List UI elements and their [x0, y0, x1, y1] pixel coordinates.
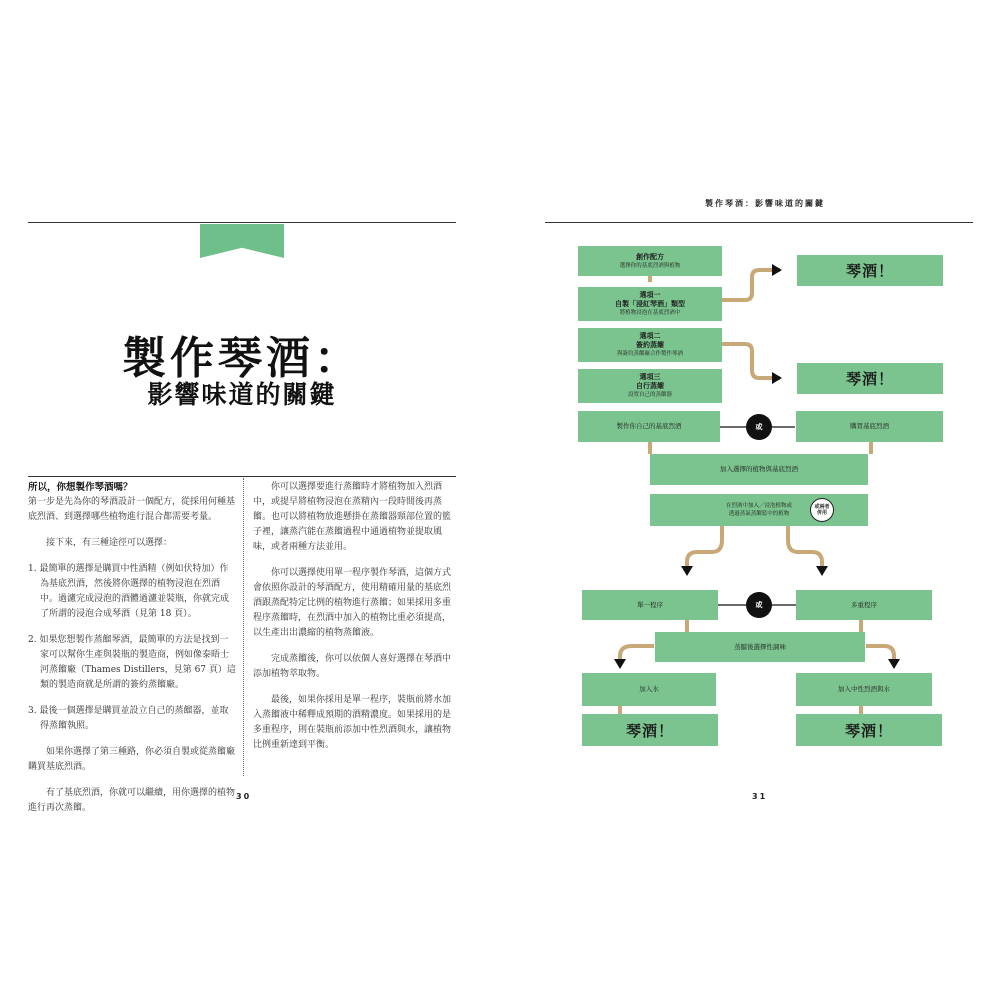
steep-line-1: 在烈酒中加入／浸泡植物或 — [725, 503, 792, 509]
route3-paragraph: 如果你選擇了第三種路，你必須自製或從蒸餾廠購買基底烈酒。 — [28, 747, 236, 772]
route3-box — [578, 369, 722, 403]
both-badge-line-1: 或兩者 — [814, 504, 830, 510]
route3-title: 選項三 — [639, 373, 661, 381]
next-step-paragraph: 有了基底烈酒，你就可以繼續，用你選擇的植物進行再次蒸餾。 — [28, 788, 236, 813]
route3-sub: 設置自己的蒸餾器 — [627, 392, 672, 398]
recipe-box — [578, 246, 722, 276]
single-shot-label: 單一程序 — [637, 600, 663, 609]
single-shot-box — [582, 590, 718, 620]
page-subtitle: 影響味道的關鍵 — [147, 380, 337, 409]
section-heading: 所以，你想製作琴酒嗎？ — [28, 482, 133, 493]
make-base-label: 製作你自己的基底烈酒 — [616, 422, 682, 430]
gin-result-1: 琴酒！ — [797, 255, 943, 286]
gin-result-4: 琴酒！ — [796, 714, 942, 746]
lead-paragraph: 接下來，有三種途徑可以選擇： — [46, 538, 173, 548]
route2-box — [578, 328, 722, 362]
running-header: 製作琴酒：影響味道的關鍵 — [705, 199, 825, 208]
list-item-2: 2. 如果您想製作蒸餾琴酒，最簡單的方法是找到一家可以幫你生產與裝瓶的製造商，例如像泰晤士河蒸餾廠（Thames Distillers，見第 67 頁）這類的製造商就是所謂的簽約蒸餾廠。 — [28, 635, 236, 690]
recipe-title: 創作配方 — [636, 252, 664, 261]
add-botanicals-box — [650, 454, 868, 485]
buy-base-label: 購買基底烈酒 — [850, 422, 889, 430]
add-water-box — [582, 673, 716, 706]
route1-title2: 自製「浸紅琴酒」類型 — [615, 300, 685, 308]
add-botanicals-label: 加入選擇的植物與基底烈酒 — [720, 465, 798, 473]
gin-result-3: 琴酒！ — [582, 714, 718, 746]
page-title: 製作琴酒： — [122, 333, 362, 384]
intro-paragraph: 第一步是先為你的琴酒設計一個配方，從採用何種基底烈酒、到選擇哪些植物進行混合都需要考量。 — [28, 497, 236, 522]
gin-result-2: 琴酒！ — [797, 363, 943, 394]
list-item-3: 3. 最後一個選擇是購買並設立自己的蒸餾器，並取得蒸餾執照。 — [28, 706, 229, 731]
flavor-box — [655, 632, 865, 662]
multi-shot-box — [796, 590, 932, 620]
list-item-1: 1. 最簡單的選擇是購買中性酒精（例如伏特加）作為基底烈酒，然後將你選擇的植物浸泡在烈酒中。過濾完成浸泡的酒體過濾並裝瓶，你就完成了所謂的浸泡合成琴酒（見第 18 頁）。 — [28, 564, 230, 619]
route2-sub: 與簽約蒸餾廠合作製作琴酒 — [616, 351, 683, 357]
route1-sub: 將植物浸泡在基底烈酒中 — [619, 310, 681, 316]
botanicals-paragraph: 你可以選擇要進行蒸餾時才將植物加入烈酒中，或提早將植物浸泡在蒸精內一段時間後再蒸餾。也可以將植物放進懸掛在蒸餾器頸部位置的籃子裡，讓蒸汽能在蒸餾過程中通過植物並提取風味，或者兩種方法並用。 — [253, 482, 452, 552]
flavor-label: 蒸餾後選擇性調味 — [734, 642, 786, 651]
recipe-sub: 選擇你的基底烈酒與植物 — [619, 262, 681, 269]
flavor-paragraph: 完成蒸餾後，你可以依個人喜好選擇在琴酒中添加植物萃取物。 — [253, 654, 452, 679]
both-badge-line-2: 併用 — [816, 510, 827, 516]
dilution-paragraph: 最後，如果你採用是單一程序，裝瓶前將水加入蒸餾液中稀釋成預期的酒精濃度。如果採用的是多重程序，則在裝瓶前添加中性烈酒與水，讓植物比例重新達到平衡。 — [253, 695, 452, 750]
make-base-box — [578, 411, 720, 442]
add-water-label: 加入水 — [639, 685, 659, 693]
steep-box — [650, 494, 868, 526]
route3-title2: 自行蒸餾 — [636, 382, 664, 390]
right-page-number: 31 — [752, 792, 768, 801]
add-spirit-water-label: 加入中性烈酒與水 — [838, 685, 890, 693]
buy-base-box — [796, 411, 943, 442]
or-badge-2: 或 — [746, 592, 772, 618]
route2-title2: 簽約蒸餾 — [636, 341, 664, 349]
or-badge-1: 或 — [746, 414, 772, 440]
multi-shot-label: 多重程序 — [851, 600, 877, 609]
shot-method-paragraph: 你可以選擇使用單一程序製作琴酒，這個方式會依照你設計的琴酒配方，使用精確用量的基底烈酒跟蒸配特定比例的植物進行蒸餾；如果採用多重程序蒸餾時，在烈酒中加入的植物比重必須提高，以生產出出濃縮的植物蒸餾液。 — [253, 568, 452, 638]
route1-title: 選項一 — [639, 291, 661, 299]
steep-line-2: 透過蒸氣蒸餾籃中的植物 — [728, 511, 790, 517]
route1-box — [578, 287, 722, 321]
both-badge — [810, 498, 834, 522]
left-page-number: 30 — [236, 792, 252, 801]
add-spirit-water-box — [796, 673, 932, 706]
route2-title: 選項二 — [639, 332, 661, 340]
